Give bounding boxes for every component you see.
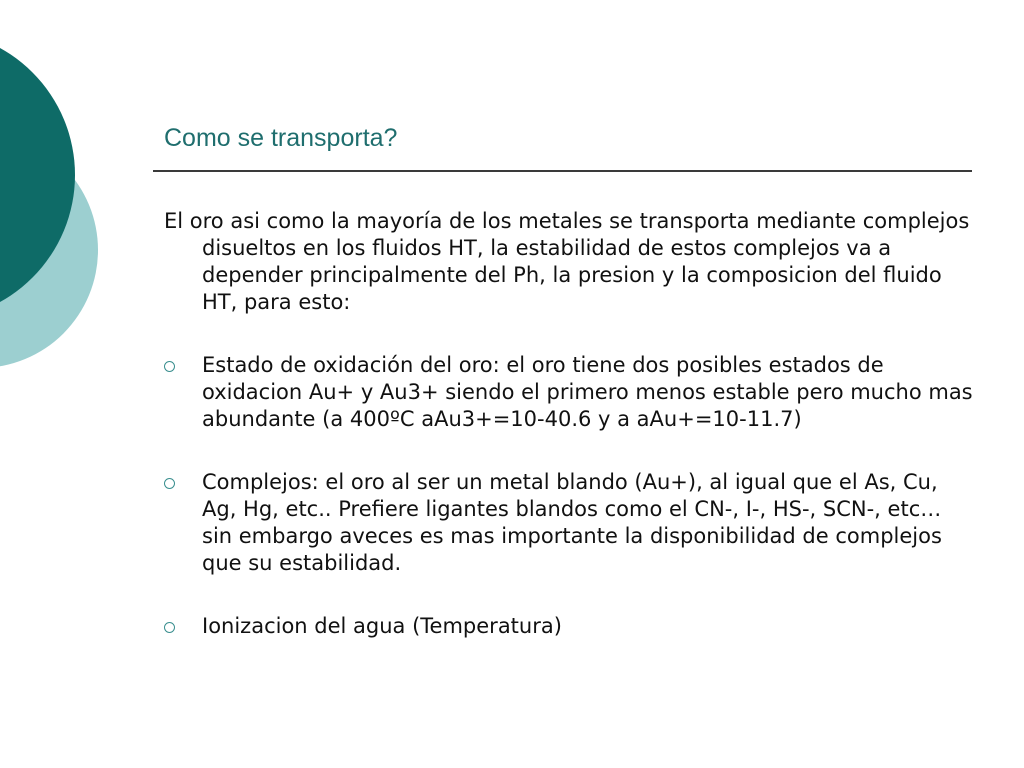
title-divider [153,170,972,172]
slide-body [164,208,974,640]
intro-paragraph: El oro asi como la mayoría de los metales se transporta mediante complejos disueltos en los fluidos HT, la estabilidad de estos complejos va a depender principalmente del Ph, la presion y la composicion del fluido HT, para esto: [164,209,970,314]
bullet-list [164,352,974,640]
circle-bullet-icon [164,478,175,489]
bullet-text: Ionizacion del agua (Temperatura) [202,614,562,638]
bullet-text: Estado de oxidación del oro: el oro tiene dos posibles estados de oxidacion Au+ y Au3+ siendo el primero menos estable pero mucho mas abundante (a 400ºC aAu3+=10-40.6 y a aAu+=10-11.7) [202,353,973,431]
bullet-item-complexes [164,469,974,577]
circle-bullet-icon [164,622,175,633]
slide-title: Como se transporta? [164,124,398,152]
bullet-item-oxidation [164,352,974,433]
decorative-circles [0,0,110,420]
bullet-text: Complejos: el oro al ser un metal blando (Au+), al igual que el As, Cu, Ag, Hg, etc.. Prefiere ligantes blandos como el CN-, I-, HS-, SCN-, etc… sin embargo aveces es mas importante la disponibilidad de complejos que su estabilidad. [202,470,942,575]
bullet-item-ionization [164,613,974,640]
circle-bullet-icon [164,361,175,372]
